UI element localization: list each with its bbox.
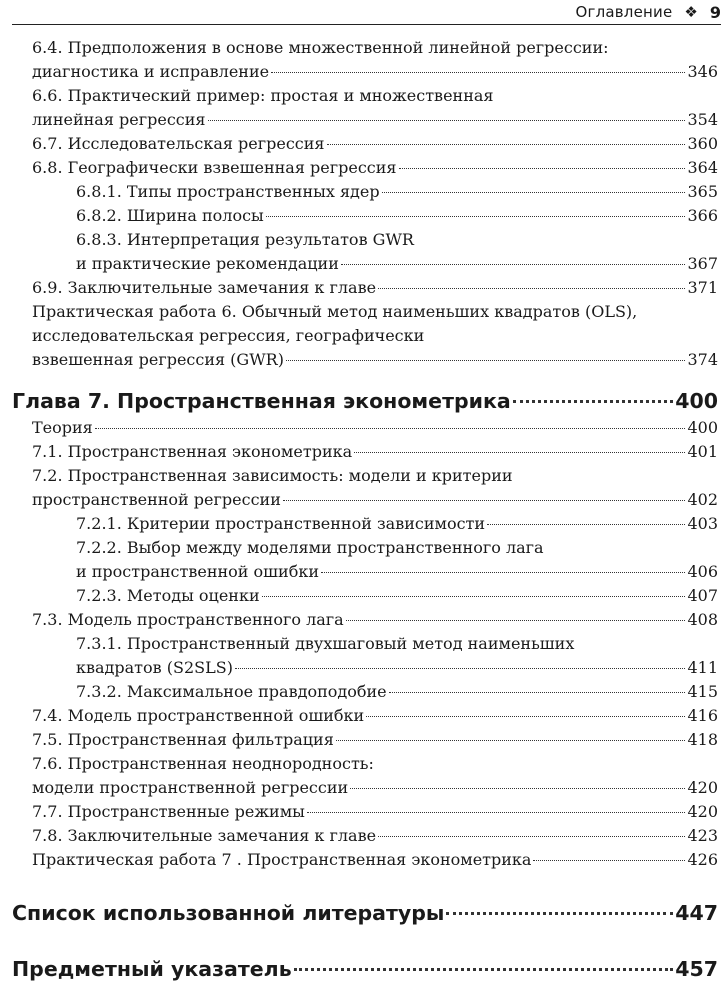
toc-entry-title: и пространственной ошибки bbox=[76, 562, 320, 581]
toc-entry[interactable] bbox=[12, 36, 718, 84]
toc-page-number: 447 bbox=[675, 901, 718, 925]
toc-entry-leader-line bbox=[12, 898, 718, 928]
dot-leader bbox=[208, 120, 686, 121]
toc-chapter-entry[interactable] bbox=[12, 386, 718, 416]
toc-entry-leader-line bbox=[76, 656, 718, 680]
dot-leader bbox=[283, 500, 686, 501]
toc-entry[interactable] bbox=[12, 180, 718, 204]
toc-entry-leader-line bbox=[32, 848, 718, 872]
toc-page-number: 420 bbox=[687, 778, 718, 797]
toc-entry-title: диагностика и исправление bbox=[32, 62, 270, 81]
toc-entry-title: 6.8. Географически взвешенная регрессия bbox=[32, 158, 397, 177]
toc-chapter-entry[interactable] bbox=[12, 898, 718, 928]
toc-entry[interactable] bbox=[12, 752, 718, 800]
toc-page-number: 360 bbox=[687, 134, 718, 153]
toc-entry[interactable] bbox=[12, 848, 718, 872]
dot-leader bbox=[487, 524, 685, 525]
toc-entry-title: 7.3.2. Максимальное правдоподобие bbox=[76, 682, 387, 701]
toc-entry[interactable] bbox=[12, 416, 718, 440]
toc-entry-title: квадратов (S2SLS) bbox=[76, 658, 233, 677]
dot-leader bbox=[321, 572, 685, 573]
section-gap bbox=[12, 372, 718, 378]
toc-entry-leader-line bbox=[12, 954, 718, 984]
toc-page-number: 403 bbox=[687, 514, 718, 533]
toc-entry-leader-line bbox=[76, 584, 718, 608]
toc-entry-title: и практические рекомендации bbox=[76, 254, 339, 273]
toc-entry-title-line: 6.6. Практический пример: простая и множественная bbox=[32, 86, 494, 105]
toc-entry-leader-line bbox=[32, 440, 718, 464]
dot-leader bbox=[307, 812, 686, 813]
toc-entry-leader-line bbox=[76, 680, 718, 704]
toc-page-number: 354 bbox=[687, 110, 718, 129]
dot-leader bbox=[235, 668, 686, 669]
toc-entry-title: Теория bbox=[32, 418, 93, 437]
toc-entry-title: линейная регрессия bbox=[32, 110, 206, 129]
dot-leader bbox=[95, 428, 686, 429]
toc-page-number: 408 bbox=[687, 610, 718, 629]
toc-entry-title: взвешенная регрессия (GWR) bbox=[32, 350, 284, 369]
toc-page-number: 366 bbox=[687, 206, 718, 225]
toc-page-number: 420 bbox=[687, 802, 718, 821]
toc-entry-leader-line bbox=[32, 488, 718, 512]
toc-entry-title: 7.3. Модель пространственного лага bbox=[32, 610, 344, 629]
toc-entry-title-line: 7.2. Пространственная зависимость: модели и критерии bbox=[32, 466, 513, 485]
toc-entry-leader-line bbox=[32, 348, 718, 372]
toc-entry-leader-line bbox=[76, 180, 718, 204]
toc-entry-leader-line bbox=[32, 276, 718, 300]
table-of-contents bbox=[12, 36, 718, 984]
toc-entry[interactable] bbox=[12, 512, 718, 536]
toc-page-number: 423 bbox=[687, 826, 718, 845]
toc-entry-title: 7.2.3. Методы оценки bbox=[76, 586, 260, 605]
toc-entry-title: 7.1. Пространственная эконометрика bbox=[32, 442, 353, 461]
toc-entry[interactable] bbox=[12, 84, 718, 132]
toc-page-number: 401 bbox=[687, 442, 718, 461]
dot-leader bbox=[513, 400, 673, 403]
toc-entry[interactable] bbox=[12, 536, 718, 584]
dot-leader bbox=[346, 620, 686, 621]
toc-page-number: 406 bbox=[687, 562, 718, 581]
toc-entry[interactable] bbox=[12, 156, 718, 180]
dot-leader bbox=[336, 740, 686, 741]
toc-entry-leader-line bbox=[32, 132, 718, 156]
dot-leader bbox=[382, 192, 686, 193]
toc-entry-title-line: 6.8.3. Интерпретация результатов GWR bbox=[76, 230, 414, 249]
toc-entry[interactable] bbox=[12, 608, 718, 632]
toc-page-number: 418 bbox=[687, 730, 718, 749]
ornament-icon: ❖ bbox=[684, 3, 698, 21]
toc-entry-title-line: 7.3.1. Пространственный двухшаговый метод наименьших bbox=[76, 634, 575, 653]
header-title: Оглавление bbox=[575, 3, 673, 21]
toc-entry[interactable] bbox=[12, 584, 718, 608]
toc-entry-title: 7.5. Пространственная фильтрация bbox=[32, 730, 334, 749]
toc-entry-leader-line bbox=[32, 728, 718, 752]
dot-leader bbox=[286, 360, 686, 361]
dot-leader bbox=[271, 72, 685, 73]
toc-page-number: 365 bbox=[687, 182, 718, 201]
toc-page-number: 407 bbox=[687, 586, 718, 605]
toc-entry-leader-line bbox=[76, 204, 718, 228]
toc-entry-title: 6.7. Исследовательская регрессия bbox=[32, 134, 325, 153]
toc-entry-leader-line bbox=[76, 252, 718, 276]
dot-leader bbox=[262, 596, 686, 597]
toc-entry-title: модели пространственной регрессии bbox=[32, 778, 349, 797]
toc-entry-leader-line bbox=[76, 560, 718, 584]
toc-entry-leader-line bbox=[32, 108, 718, 132]
toc-entry-title: 7.8. Заключительные замечания к главе bbox=[32, 826, 377, 845]
toc-entry-title: 7.4. Модель пространственной ошибки bbox=[32, 706, 365, 725]
dot-leader bbox=[399, 168, 686, 169]
toc-entry-title: 6.8.2. Ширина полосы bbox=[76, 206, 264, 225]
toc-entry-title-line: 6.4. Предположения в основе множественной линейной регрессии: bbox=[32, 38, 609, 57]
toc-entry-title: 6.8.1. Типы пространственных ядер bbox=[76, 182, 380, 201]
toc-entry-leader-line bbox=[32, 704, 718, 728]
dot-leader bbox=[350, 788, 685, 789]
toc-entry-leader-line bbox=[32, 800, 718, 824]
dot-leader bbox=[533, 860, 685, 861]
toc-entry[interactable] bbox=[12, 132, 718, 156]
toc-entry[interactable] bbox=[12, 728, 718, 752]
dot-leader bbox=[354, 452, 685, 453]
toc-entry-title: Глава 7. Пространственная эконометрика bbox=[12, 389, 511, 413]
toc-page-number: 402 bbox=[687, 490, 718, 509]
dot-leader bbox=[389, 692, 686, 693]
toc-entry-leader-line bbox=[32, 824, 718, 848]
toc-entry-title: 7.2.1. Критерии пространственной зависимости bbox=[76, 514, 486, 533]
toc-entry[interactable] bbox=[12, 704, 718, 728]
toc-entry-title: Практическая работа 7 . Пространственная эконометрика bbox=[32, 850, 532, 869]
toc-page-number: 346 bbox=[687, 62, 718, 81]
toc-page-number: 364 bbox=[687, 158, 718, 177]
dot-leader bbox=[366, 716, 685, 717]
toc-entry[interactable] bbox=[12, 632, 718, 680]
toc-page-number: 411 bbox=[687, 658, 718, 677]
toc-entry-leader-line bbox=[32, 60, 718, 84]
toc-chapter-entry[interactable] bbox=[12, 954, 718, 984]
toc-entry-title-line: Практическая работа 6. Обычный метод наименьших квадратов (OLS), bbox=[32, 302, 638, 321]
toc-entry-title: 7.7. Пространственные режимы bbox=[32, 802, 305, 821]
toc-page-number: 415 bbox=[687, 682, 718, 701]
toc-entry-title: 6.9. Заключительные замечания к главе bbox=[32, 278, 377, 297]
toc-entry-title: Список использованной литературы bbox=[12, 901, 445, 925]
toc-entry[interactable] bbox=[12, 824, 718, 848]
toc-entry[interactable] bbox=[12, 300, 718, 372]
dot-leader bbox=[327, 144, 686, 145]
toc-entry-title: пространственной регрессии bbox=[32, 490, 281, 509]
dot-leader bbox=[446, 912, 673, 915]
toc-entry-leader-line bbox=[12, 386, 718, 416]
toc-page-number: 371 bbox=[687, 278, 718, 297]
toc-entry-leader-line bbox=[32, 776, 718, 800]
toc-entry[interactable] bbox=[12, 204, 718, 228]
toc-entry[interactable] bbox=[12, 440, 718, 464]
dot-leader bbox=[378, 288, 685, 289]
dot-leader bbox=[294, 968, 674, 971]
toc-entry-leader-line bbox=[32, 416, 718, 440]
toc-entry-leader-line bbox=[76, 512, 718, 536]
toc-entry[interactable] bbox=[12, 276, 718, 300]
toc-entry-title-line: исследовательская регрессия, географически bbox=[32, 326, 425, 345]
toc-page-number: 374 bbox=[687, 350, 718, 369]
toc-page-number: 416 bbox=[687, 706, 718, 725]
toc-page-number: 400 bbox=[675, 389, 718, 413]
toc-entry[interactable] bbox=[12, 464, 718, 512]
toc-page-number: 457 bbox=[675, 957, 718, 981]
toc-entry-title-line: 7.2.2. Выбор между моделями пространственного лага bbox=[76, 538, 544, 557]
header-page-number: 9 bbox=[709, 2, 721, 22]
toc-entry-leader-line bbox=[32, 156, 718, 180]
toc-page-number: 400 bbox=[687, 418, 718, 437]
toc-page-number: 426 bbox=[687, 850, 718, 869]
toc-page-number: 367 bbox=[687, 254, 718, 273]
dot-leader bbox=[341, 264, 686, 265]
toc-entry[interactable] bbox=[12, 800, 718, 824]
toc-entry[interactable] bbox=[12, 228, 718, 276]
toc-entry-leader-line bbox=[32, 608, 718, 632]
toc-entry-title-line: 7.6. Пространственная неоднородность: bbox=[32, 754, 374, 773]
dot-leader bbox=[266, 216, 686, 217]
toc-entry-title: Предметный указатель bbox=[12, 957, 292, 981]
running-header bbox=[12, 0, 721, 25]
dot-leader bbox=[378, 836, 685, 837]
toc-entry[interactable] bbox=[12, 680, 718, 704]
